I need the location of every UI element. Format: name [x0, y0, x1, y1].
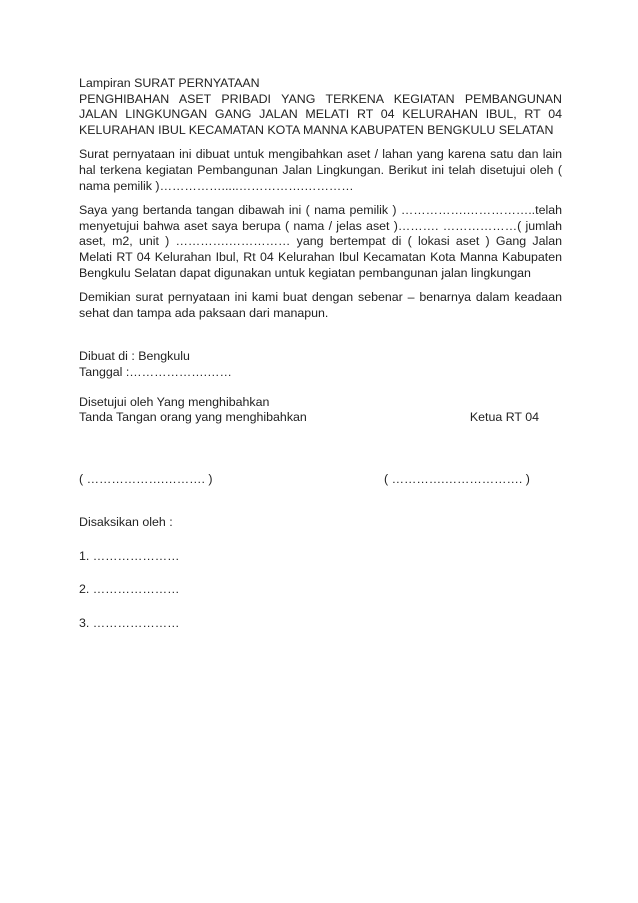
donor-signature-line: ( ……………….………. )	[79, 471, 213, 486]
title-subject: PENGHIBAHAN ASET PRIBADI YANG TERKENA KEGIATAN PEMBANGUNAN JALAN LINGKUNGAN GANG JALAN MELATI RT 04 KELURAHAN IBUL, RT 04 KELURAHAN IBUL KECAMATAN KOTA MANNA KABUPATEN BENGKULU SELATAN	[79, 91, 562, 137]
statement-paragraph: Saya yang bertanda tangan dibawah ini ( nama pemilik ) …………….……………..telah menyetujui bahwa aset saya berupa ( nama / jelas aset )………. ………………( jumlah aset, m2, unit ) ………….…………… yang bertempat di ( lokasi aset ) Gang Jalan Melati RT 04 Kelurahan Ibul, Rt 04 Kelurahan Ibul Kecamatan Kota Manna Kabupaten Bengkulu Selatan dapat digunakan untuk kegiatan pembangunan jalan lingkungan	[79, 203, 562, 280]
witness-item: 2. …………………	[79, 582, 180, 597]
intro-paragraph: Surat pernyataan ini dibuat untuk mengibahkan aset / lahan yang karena satu dan lain hal terkena kegiatan Pembangunan Jalan Lingkungan. Berikut ini telah disetujui oleh ( nama pemilik )…………….....…………….…………	[79, 147, 562, 193]
title-line-1: Lampiran SURAT PERNYATAAN	[79, 76, 260, 90]
donor-signature-label: Tanda Tangan orang yang menghibahkan	[79, 410, 307, 425]
witness-item: 1. …………………	[79, 548, 180, 563]
rt-head-signature-line: ( ………….………………. )	[384, 471, 530, 486]
signature-labels-row	[79, 410, 562, 426]
signature-lines-row	[79, 472, 562, 488]
letter-page	[79, 76, 562, 632]
witness-item: 3. …………………	[79, 616, 180, 631]
rt-head-label: Ketua RT 04	[469, 410, 539, 425]
closing-paragraph: Demikian surat pernyataan ini kami buat dengan sebenar – benarnya dalam keadaan sehat dan tampa ada paksaan dari manapun.	[79, 290, 562, 320]
place-line: Dibuat di : Bengkulu	[79, 349, 190, 364]
approved-by-line: Disetujui oleh Yang menghibahkan	[79, 394, 270, 409]
witnessed-by-line: Disaksikan oleh :	[79, 515, 173, 530]
letter-title	[79, 76, 562, 138]
date-line: Tanggal :……………….……	[79, 364, 232, 379]
